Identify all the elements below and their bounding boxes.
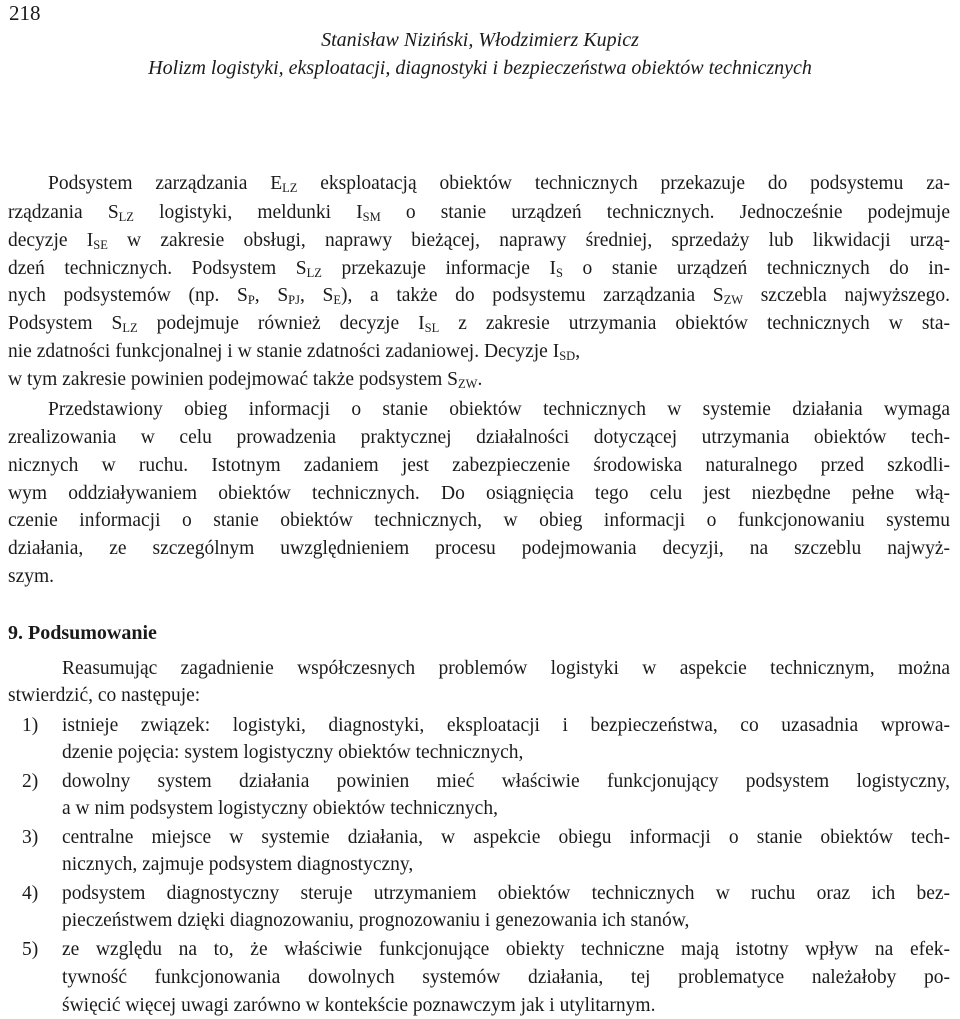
text-line: Reasumując zagadnienie współczesnych problemów logistyki w aspekcie technicznym, można (62, 658, 950, 679)
text-line: święcić więcej uwagi zarówno w kontekście poznawczym jak i utylitarnym. (62, 995, 656, 1016)
header-title: Holizm logistyki, eksploatacji, diagnostyki i bezpieczeństwa obiektów technicznych (148, 57, 812, 79)
text-line: w tym zakresie powinien podejmować także podsystem $S_{ZW}$. (8, 369, 483, 391)
text-line: działania, ze szczególnym uwzględnieniem procesu podejmowania decyzji, na szczeblu najwyż- (8, 538, 950, 559)
text-line: ze względu na to, że właściwie funkcjonujące obiekty techniczne mają istotny wpływ na efek- (62, 939, 950, 960)
text-line: a w nim podsystem logistyczny obiektów technicznych, (62, 798, 498, 819)
text-line: wym oddziaływaniem obiektów technicznych. Do osiągnięcia tego celu jest niezbędne pełne włą- (8, 483, 950, 504)
text-line: dzenie pojęcia: system logistyczny obiektów technicznych, (62, 742, 524, 763)
text-line: dowolny system działania powinien mieć właściwie funkcjonujący podsystem logistyczny, (62, 771, 950, 792)
page-number: 218 (9, 1, 41, 25)
text-line: pieczeństwem dzięki diagnozowaniu, prognozowaniu i genezowania ich stanów, (62, 910, 690, 931)
list-number: 1) (22, 715, 39, 736)
text-line: Podsystem zarządzania $E_{LZ}$ eksploatacją obiektów technicznych przekazuje do podsystemu za- (48, 173, 950, 195)
list-number: 2) (22, 771, 39, 792)
text-line: nicznych w ruchu. Istotnym zadaniem jest zabezpieczenie środowiska naturalnego przed szkodli- (8, 455, 950, 476)
header-authors: Stanisław Niziński, Włodzimierz Kupicz (321, 29, 639, 51)
text-line: tywność funkcjonowania dowolnych systemów działania, tej problematyce należałoby po- (62, 967, 950, 988)
text-line: nych podsystemów (np. $S_P$, $S_{PJ}$, $S_E$), a także do podsystemu zarządzania $S_{ZW}$ szczebla najwyższego. (8, 285, 950, 307)
text-line: czenie informacji o stanie obiektów technicznych, w obieg informacji o funkcjonowaniu systemu (8, 510, 950, 531)
section-heading: 9. Podsumowanie (8, 622, 157, 644)
text-line: podsystem diagnostyczny steruje utrzymaniem obiektów technicznych w ruchu oraz ich bez- (62, 883, 950, 904)
text-line: rządzania $S_{LZ}$ logistyki, meldunki $I_{SM}$ o stanie urządzeń technicznych. Jednocześnie podejmuje (8, 202, 950, 224)
text-line: decyzje $I_{SE}$ w zakresie obsługi, naprawy bieżącej, naprawy średniej, sprzedaży lub likwidacji urzą- (8, 230, 950, 252)
text-line: Podsystem $S_{LZ}$ podejmuje również decyzje $I_{SL}$ z zakresie utrzymania obiektów technicznych w sta- (8, 313, 950, 335)
text-line: nie zdatności funkcjonalnej i w stanie zdatności zadaniowej. Decyzje $I_{SD}$, (8, 341, 581, 363)
list-number: 4) (22, 883, 39, 904)
text-line: zrealizowania w celu prowadzenia praktycznej działalności dotyczącej utrzymania obiektów tech- (8, 427, 950, 448)
text-line: istnieje związek: logistyki, diagnostyki, eksploatacji i bezpieczeństwa, co uzasadnia wprowa- (62, 715, 950, 736)
text-line: szym. (8, 566, 55, 587)
text-line: centralne miejsce w systemie działania, w aspekcie obiegu informacji o stanie obiektów tech- (62, 827, 950, 848)
text-line: Przedstawiony obieg informacji o stanie obiektów technicznych w systemie działania wymaga (48, 399, 950, 420)
list-number: 3) (22, 827, 39, 848)
list-number: 5) (22, 939, 39, 960)
running-header (0, 26, 960, 82)
text-line: nicznych, zajmuje podsystem diagnostyczny, (62, 854, 414, 875)
text-line: stwierdzić, co następuje: (8, 685, 201, 706)
text-line: dzeń technicznych. Podsystem $S_{LZ}$ przekazuje informacje $I_S$ o stanie urządzeń technicznych do in- (8, 258, 951, 280)
